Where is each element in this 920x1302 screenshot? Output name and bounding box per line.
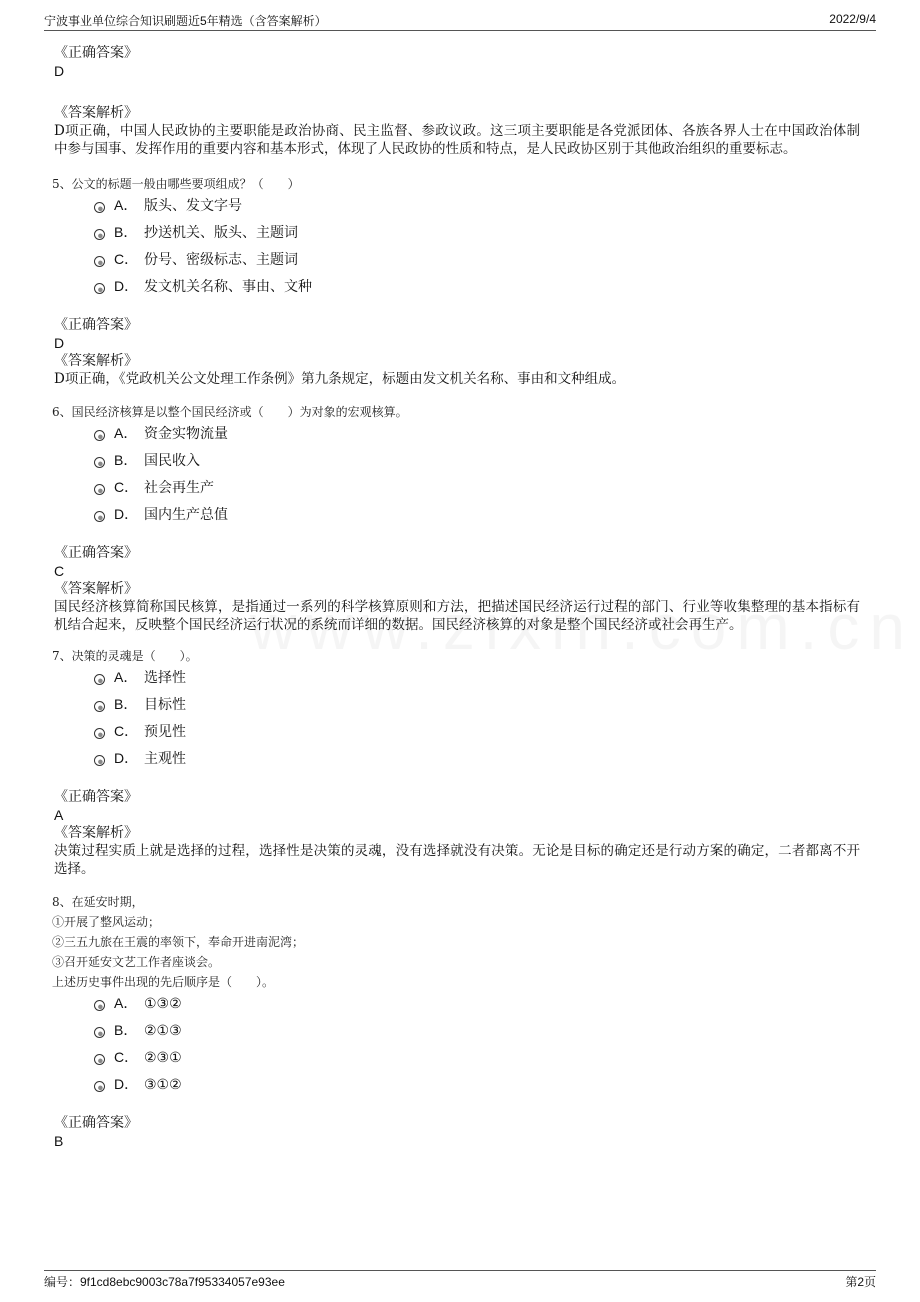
correct-answer-value: C [54,563,65,579]
option-a[interactable]: A． 选择性 [52,666,860,693]
option-b[interactable]: B． 抄送机关、版头、主题词 [52,221,860,248]
question-stem: 6、国民经济核算是以整个国民经济或（ ）为对象的宏观核算。 [52,405,408,419]
question-6 [52,402,860,634]
option-d[interactable]: D． 国内生产总值 [52,503,860,530]
question-stem: 7、决策的灵魂是（ ）。 [52,649,198,663]
explanation-text: 国民经济核算简称国民核算，是指通过一系列的科学核算原则和方法，把描述国民经济运行过程的部门、行业等收集整理的基本指标有机结合起来，反映整个国民经济运行状况的系统而详细的数据。国民经济核算的对象是整个国民经济或社会再生产。 [54,599,860,633]
correct-answer-label: 《正确答案》 [54,45,138,61]
option-b[interactable]: B． 目标性 [52,693,860,720]
page-footer [44,1270,876,1291]
option-d[interactable]: D． 发文机关名称、事由、文种 [52,275,860,302]
document-title: 宁波事业单位综合知识刷题近5年精选（含答案解析） [44,14,327,28]
correct-answer-label: 《正确答案》 [54,789,138,805]
answer-block-prev [52,44,860,158]
page-number: 第2页 [845,1275,876,1289]
explanation-label: 《答案解析》 [54,353,138,369]
explanation-label: 《答案解析》 [54,105,138,121]
document-date: 2022/9/4 [829,12,876,26]
radio-icon[interactable] [94,755,105,766]
question-stem-line: 8、在延安时期， [52,895,144,909]
question-stem-line: ②三五九旅在王震的率领下，奉命开进南泥湾； [52,935,305,949]
radio-icon[interactable] [94,1081,105,1092]
explanation-label: 《答案解析》 [54,825,138,841]
radio-icon[interactable] [94,511,105,522]
question-7 [52,646,860,878]
page-header [44,12,876,31]
correct-answer-value: D [54,335,65,351]
correct-answer-label: 《正确答案》 [54,545,138,561]
question-stem-line: 上述历史事件出现的先后顺序是（ ）。 [52,975,275,989]
explanation-text: 决策过程实质上就是选择的过程，选择性是决策的灵魂，没有选择就没有决策。无论是目标的确定还是行动方案的确定，二者都离不开选择。 [54,843,860,877]
radio-icon[interactable] [94,430,105,441]
radio-icon[interactable] [94,457,105,468]
page-content [52,44,860,1150]
radio-icon[interactable] [94,701,105,712]
option-d[interactable]: D． ③①② [52,1073,860,1100]
radio-icon[interactable] [94,283,105,294]
question-stem-line: ①开展了整风运动； [52,915,161,929]
document-code: 编号：9f1cd8ebc9003c78a7f95334057e93ee [44,1275,285,1289]
option-c[interactable]: C． ②③① [52,1046,860,1073]
radio-icon[interactable] [94,256,105,267]
correct-answer-value: D [54,63,65,79]
explanation-label: 《答案解析》 [54,581,138,597]
question-stem-line: ③召开延安文艺工作者座谈会。 [52,955,221,969]
radio-icon[interactable] [94,728,105,739]
option-c[interactable]: C． 预见性 [52,720,860,747]
radio-icon[interactable] [94,1000,105,1011]
correct-answer-value: B [54,1133,64,1149]
option-a[interactable]: A． 资金实物流量 [52,422,860,449]
option-a[interactable]: A． 版头、发文字号 [52,194,860,221]
radio-icon[interactable] [94,202,105,213]
option-a[interactable]: A． ①③② [52,992,860,1019]
option-b[interactable]: B． 国民收入 [52,449,860,476]
explanation-text: D项正确，《党政机关公文处理工作条例》第九条规定，标题由发文机关名称、事由和文种组成。 [54,371,626,387]
option-d[interactable]: D． 主观性 [52,747,860,774]
correct-answer-value: A [54,807,64,823]
correct-answer-label: 《正确答案》 [54,1115,138,1131]
radio-icon[interactable] [94,1054,105,1065]
explanation-text: D项正确，中国人民政协的主要职能是政治协商、民主监督、参政议政。这三项主要职能是各党派团体、各族各界人士在中国政治体制中参与国事、发挥作用的重要内容和基本形式，体现了人民政协的性质和特点，是人民政协区别于其他政治组织的重要标志。 [54,123,860,157]
radio-icon[interactable] [94,1027,105,1038]
question-8 [52,892,860,1150]
option-b[interactable]: B． ②①③ [52,1019,860,1046]
correct-answer-label: 《正确答案》 [54,317,138,333]
radio-icon[interactable] [94,484,105,495]
option-c[interactable]: C． 社会再生产 [52,476,860,503]
radio-icon[interactable] [94,674,105,685]
question-5 [52,174,860,388]
option-c[interactable]: C． 份号、密级标志、主题词 [52,248,860,275]
question-stem: 5、公文的标题一般由哪些要项组成？（ ） [52,177,300,191]
radio-icon[interactable] [94,229,105,240]
